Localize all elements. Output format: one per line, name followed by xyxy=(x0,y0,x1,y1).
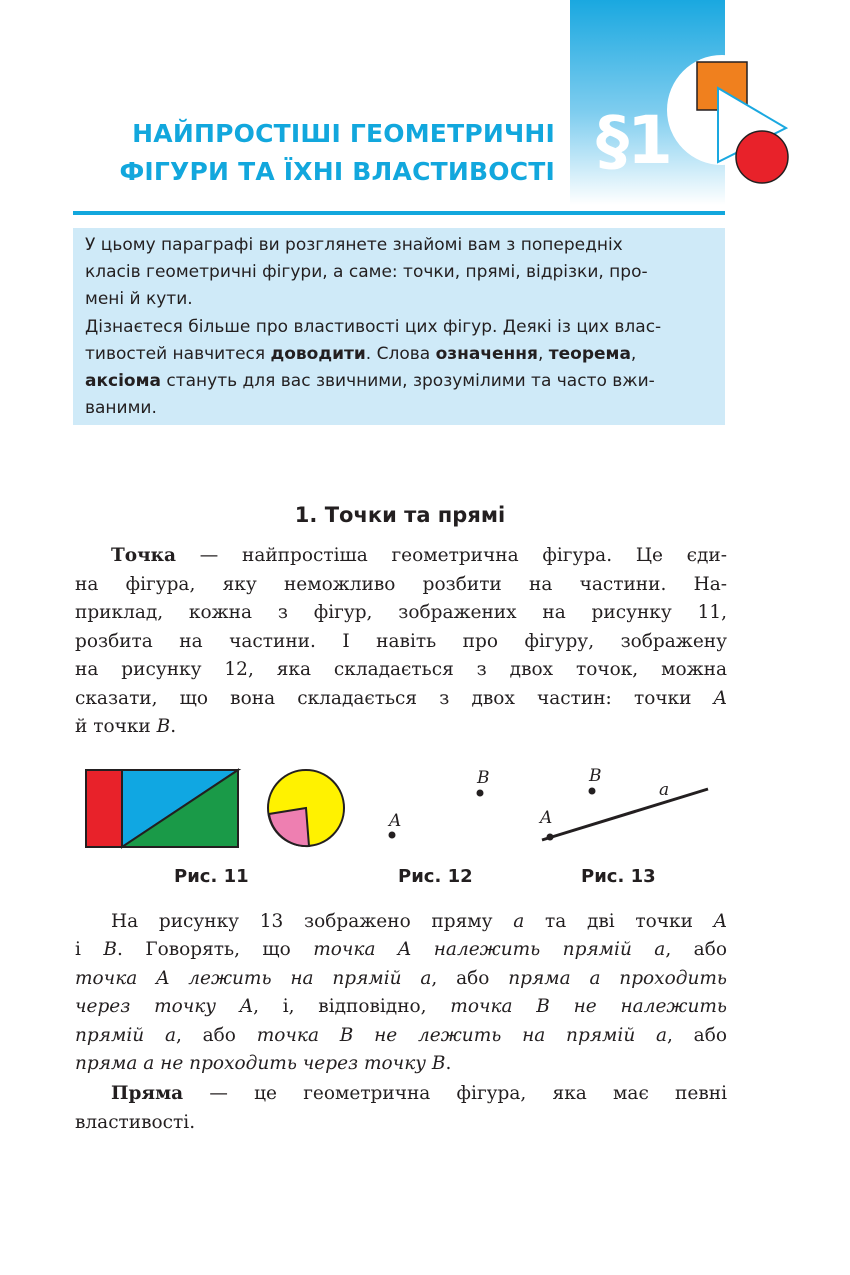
italic-run: точка B не лежить на прямій a xyxy=(256,1025,668,1046)
fig12-point-a xyxy=(389,832,396,839)
text-line: приклад, кожна з фігур, зображених на рисунку 11, xyxy=(75,602,727,623)
text-line xyxy=(75,968,727,989)
intro-line: У цьому параграфі ви розглянете знайомі вам з попередніх xyxy=(85,235,623,255)
title-underline xyxy=(73,211,725,215)
text-line: властивості. xyxy=(75,1112,196,1133)
term-axiom: аксіома xyxy=(85,371,161,391)
text-line xyxy=(75,911,727,932)
text-line xyxy=(75,716,176,737)
var-a: A xyxy=(713,911,727,932)
text-run: й точки xyxy=(75,716,157,737)
intro-text: , xyxy=(630,344,637,364)
intro-line: мені й кути. xyxy=(85,289,193,309)
figure-11 xyxy=(85,768,347,850)
term-definition: означення xyxy=(435,344,538,364)
fig11-caption: Рис. 11 xyxy=(174,866,249,887)
fig13-label-line: a xyxy=(659,780,670,800)
fig12-label-b: B xyxy=(477,768,490,788)
text-run: . xyxy=(445,1053,452,1074)
intro-text: тивостей навчитеся xyxy=(85,344,271,364)
figure-13 xyxy=(530,770,720,850)
page-title-line2: ФІГУРИ ТА ЇХНІ ВЛАСТИВОСТІ xyxy=(119,157,555,186)
text-run: . xyxy=(170,716,177,737)
text-line: розбита на частини. І навіть про фігуру, зображену xyxy=(75,631,727,652)
fig13-point-a xyxy=(547,834,554,841)
page-title-line1: НАЙПРОСТІШІ ГЕОМЕТРИЧНІ xyxy=(132,119,555,148)
fig12-caption: Рис. 12 xyxy=(398,866,473,887)
section-heading: 1. Точки та прямі xyxy=(294,503,506,527)
intro-line xyxy=(85,344,636,364)
text-line xyxy=(75,1053,451,1074)
text-line: на рисунку 12, яка складається з двох точок, можна xyxy=(75,659,727,680)
italic-run: через точку A xyxy=(75,996,254,1017)
text-run: , або xyxy=(665,939,727,960)
text-line xyxy=(75,1025,727,1046)
var-a: A xyxy=(713,688,727,709)
text-line xyxy=(75,939,727,960)
fig13-caption: Рис. 13 xyxy=(581,866,656,887)
text-line xyxy=(75,688,727,709)
text-run: , або xyxy=(667,1025,727,1046)
fig13-label-a: A xyxy=(540,808,553,828)
text-run: і xyxy=(75,939,104,960)
term-prove: доводити xyxy=(270,344,366,364)
text-run: , і, відповідно, xyxy=(253,996,451,1017)
italic-run: точка B не належить xyxy=(450,996,727,1017)
intro-line xyxy=(85,371,655,391)
text-run: , або xyxy=(175,1025,257,1046)
intro-text: , xyxy=(537,344,549,364)
intro-line: ваними. xyxy=(85,398,157,418)
text-run: — це геометрична фігура, яка має певні xyxy=(183,1083,727,1104)
italic-run: прямій a xyxy=(75,1025,176,1046)
intro-text: стануть для вас звичними, зрозумілими та часто вжи- xyxy=(160,371,655,391)
fig13-label-b: B xyxy=(589,766,602,786)
intro-line: класів геометричні фігури, а саме: точки, прямі, відрізки, про- xyxy=(85,262,648,282)
red-circle-icon xyxy=(736,131,788,183)
fig12-point-b xyxy=(477,790,484,797)
text-line xyxy=(75,1083,727,1104)
section-number: §1 xyxy=(596,102,671,179)
italic-run: точка A належить прямій a xyxy=(313,939,666,960)
fig11-red-rect xyxy=(86,770,122,847)
italic-run: пряма a проходить xyxy=(508,968,728,989)
intro-text: . Слова xyxy=(365,344,436,364)
fig11-pink-sector xyxy=(269,808,309,846)
term-theorem: теорема xyxy=(548,344,631,364)
text-run: та дві точки xyxy=(524,911,714,932)
var-b: B xyxy=(156,716,171,737)
text-line: на фігура, яку неможливо розбити на частини. На- xyxy=(75,574,727,595)
text-run: На рисунку 13 зображено пряму xyxy=(111,911,514,932)
text-run: , або xyxy=(431,968,509,989)
fig13-line-a xyxy=(542,789,708,840)
var-b: B xyxy=(103,939,117,960)
text-line xyxy=(75,996,727,1017)
fig12-label-a: A xyxy=(389,811,402,831)
italic-run: пряма a не проходить через точку B xyxy=(75,1053,446,1074)
italic-run: точка A лежить на прямій a xyxy=(75,968,432,989)
intro-line: Дізнаєтеся більше про властивості цих фігур. Деякі із цих влас- xyxy=(85,317,662,337)
var-a: a xyxy=(513,911,525,932)
intro-box xyxy=(73,228,725,425)
term-point: Точка xyxy=(111,545,176,566)
text-run: — найпростіша геометрична фігура. Це єди- xyxy=(176,545,727,566)
fig13-point-b xyxy=(589,788,596,795)
text-run: сказати, що вона складається з двох частин: точки xyxy=(75,688,714,709)
text-run: . Говорять, що xyxy=(116,939,314,960)
text-line xyxy=(75,545,727,566)
term-line: Пряма xyxy=(111,1083,184,1104)
